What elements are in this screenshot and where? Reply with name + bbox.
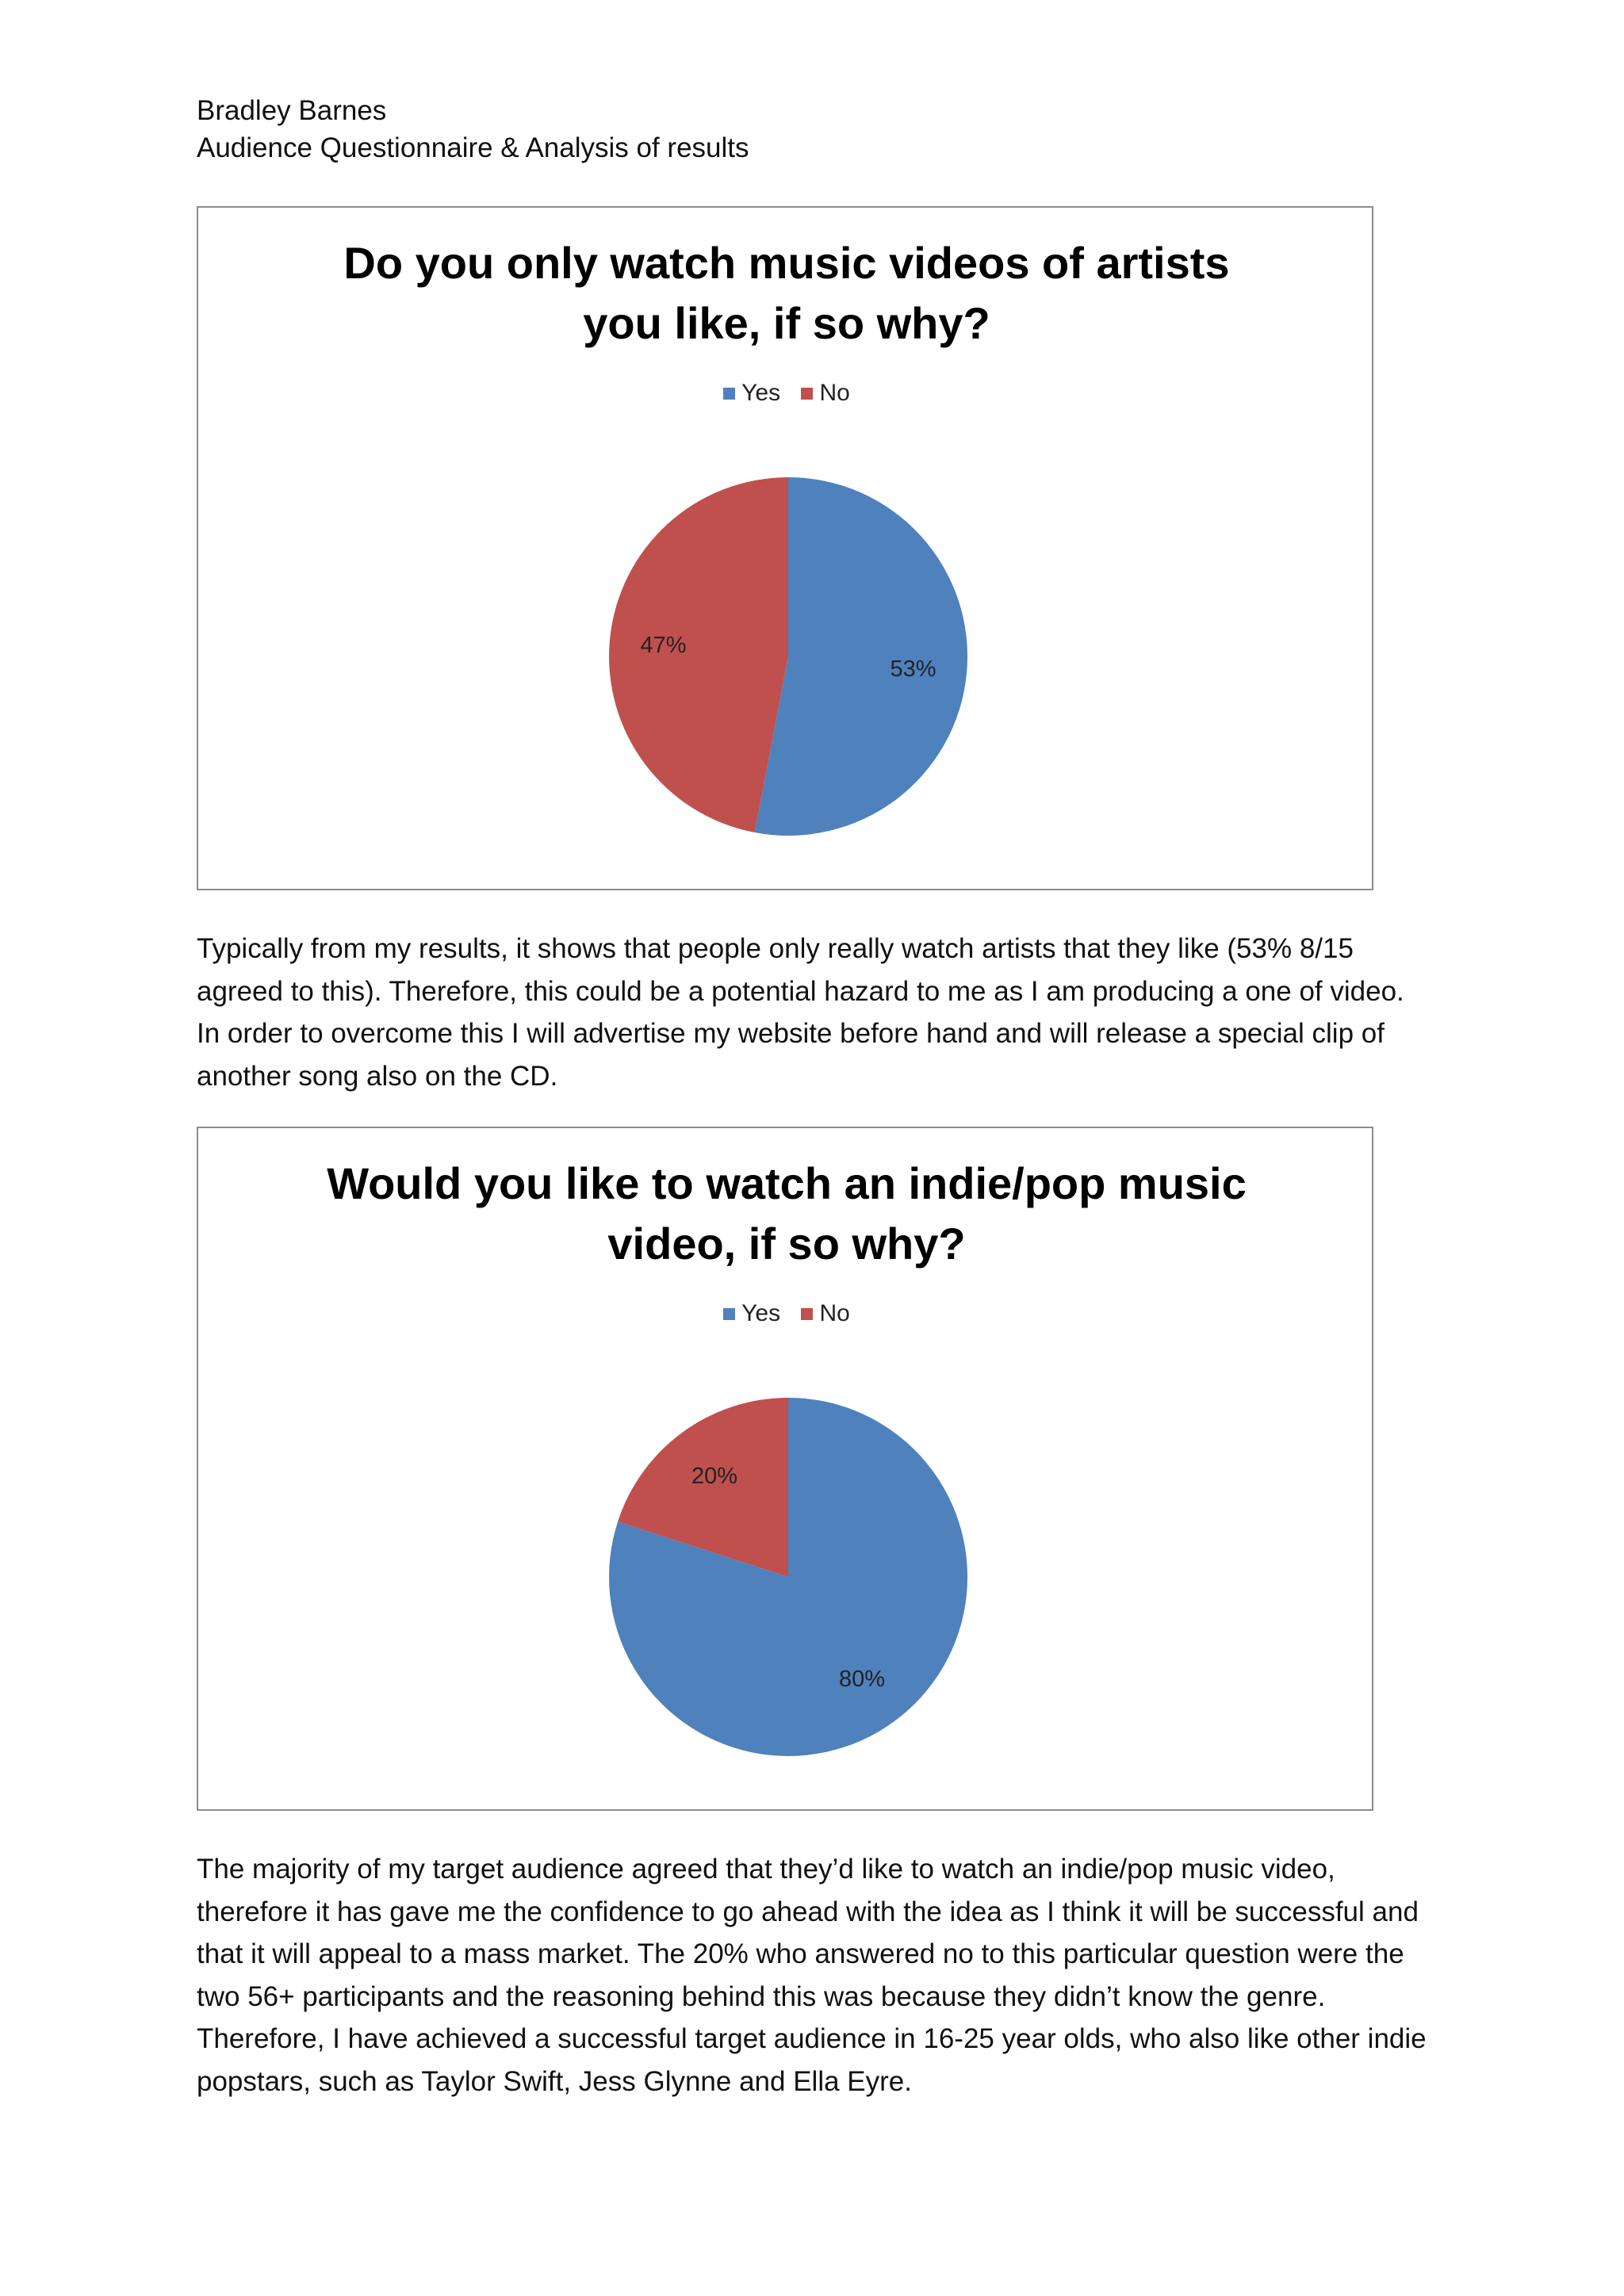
chart-title-line-1: Would you like to watch an indie/pop music xyxy=(327,1158,1247,1208)
chart-title-line-1: Do you only watch music videos of artists xyxy=(343,238,1230,288)
legend-label-yes: Yes xyxy=(741,1300,781,1326)
data-label-yes: 53% xyxy=(890,656,936,682)
data-label-no: 20% xyxy=(691,1464,738,1489)
data-label-yes: 80% xyxy=(838,1667,886,1692)
pie-plot-area xyxy=(198,1128,1375,1812)
pie-plot-area xyxy=(198,208,1375,892)
legend-label-no: No xyxy=(819,380,850,406)
document-subtitle: Audience Questionnaire & Analysis of results xyxy=(197,132,749,163)
document-header xyxy=(197,92,749,166)
analysis-paragraph-1: Typically from my results, it shows that people only really watch artists that they like (53% 8/15 agreed to this). Therefore, this could be a potential hazard to me as I am producing a one of video. In order to overcome this I will advertise my website before hand and will release a special clip of another song also on the CD. xyxy=(197,933,1404,1092)
author-name: Bradley Barnes xyxy=(197,95,387,126)
chart-title-line-2: you like, if so why? xyxy=(583,298,990,348)
pie-chart-indie-pop xyxy=(197,1127,1373,1811)
legend-label-no: No xyxy=(819,1300,850,1326)
data-label-no: 47% xyxy=(640,633,687,659)
pie-chart-artists-you-like xyxy=(197,206,1373,890)
pie-slice-no xyxy=(609,477,788,832)
analysis-paragraph-2: The majority of my target audience agreed that they’d like to watch an indie/pop music video, therefore it has gave me the confidence to go ahead with the idea as I think it will be successful and that it will appeal to a mass market. The 20% who answered no to this particular question were the two 56+ participants and the reasoning behind this was because they didn’t know the genre. Therefore, I have achieved a successful target audience in 16-25 year olds, who also like other indie popstars, such as Taylor Swift, Jess Glynne and Ella Eyre. xyxy=(197,1854,1427,2097)
legend-label-yes: Yes xyxy=(741,380,781,406)
chart-title-line-2: video, if so why? xyxy=(607,1219,966,1269)
